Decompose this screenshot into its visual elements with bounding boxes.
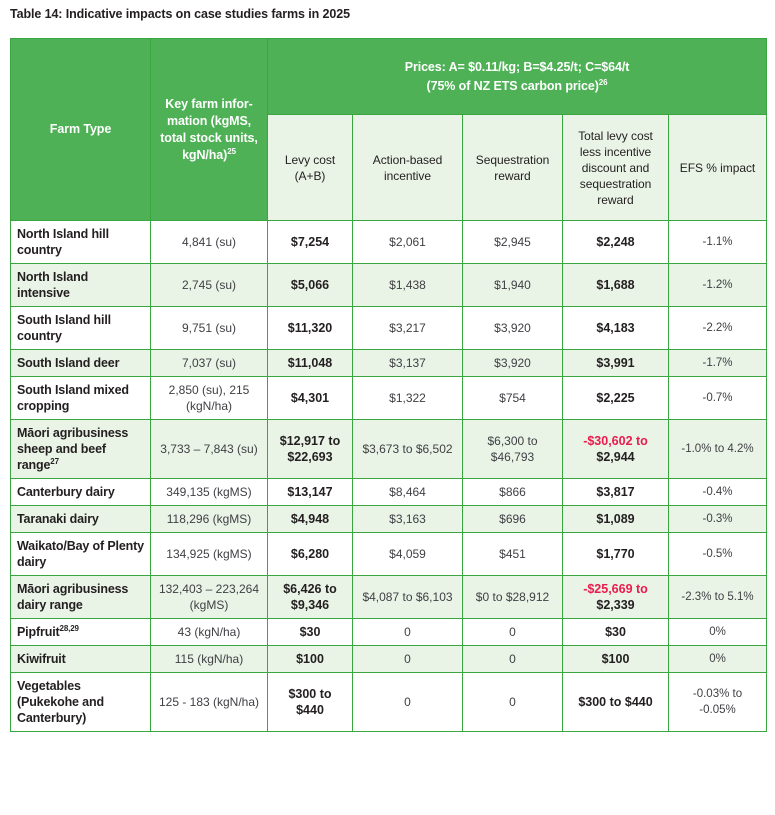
cell-farm-type-text: Māori agribusiness sheep and beef range — [17, 426, 129, 472]
cell-farm-type — [11, 264, 151, 307]
cell-levy-cost — [268, 576, 353, 619]
cell-key-farm-info-text: 115 (kgN/ha) — [174, 652, 244, 666]
cell-efs-impact-text: -2.2% — [702, 322, 733, 334]
cell-farm-type — [11, 479, 151, 506]
cell-key-farm-info-text: 118,296 (kgMS) — [166, 512, 252, 526]
cell-action-based-incentive-text: $8,464 — [389, 485, 426, 499]
cell-total-levy-net-value: $2,225 — [596, 391, 635, 405]
footnote-ref-26: 26 — [598, 77, 608, 87]
cell-total-levy-net — [563, 377, 669, 420]
cell-action-based-incentive — [353, 673, 463, 732]
cell-key-farm-info — [151, 619, 268, 646]
cell-total-levy-net — [563, 533, 669, 576]
table-row — [11, 307, 767, 350]
cell-action-based-incentive-text: 0 — [404, 652, 411, 666]
column-header-action-based-incentive: Action-based incentive — [353, 115, 463, 221]
cell-sequestration-reward — [463, 264, 563, 307]
cell-efs-impact — [669, 479, 767, 506]
column-header-efs-impact: EFS % impact — [669, 115, 767, 221]
cell-farm-type-text: Kiwifruit — [17, 652, 66, 666]
cell-sequestration-reward-text: $1,940 — [494, 278, 531, 292]
cell-farm-type — [11, 221, 151, 264]
cell-efs-impact-text: -0.5% — [702, 548, 733, 560]
cell-levy-cost-text: $13,147 — [287, 485, 333, 499]
cell-levy-cost-text: $11,320 — [287, 321, 333, 335]
cell-sequestration-reward — [463, 673, 563, 732]
cell-key-farm-info-text: 2,850 (su), 215 (kgN/ha) — [168, 383, 250, 413]
cell-sequestration-reward — [463, 619, 563, 646]
cell-key-farm-info — [151, 377, 268, 420]
cell-farm-type-text: Vegetables (Pukekohe and Canterbury) — [17, 679, 104, 725]
cell-total-levy-net — [563, 264, 669, 307]
cell-key-farm-info-text: 125 - 183 (kgN/ha) — [158, 695, 260, 709]
cell-sequestration-reward-text: $6,300 to $46,793 — [487, 434, 538, 464]
cell-efs-impact — [669, 673, 767, 732]
cell-key-farm-info-text: 43 (kgN/ha) — [177, 625, 241, 639]
cell-sequestration-reward-text: 0 — [509, 652, 516, 666]
cell-efs-impact — [669, 307, 767, 350]
cell-levy-cost — [268, 420, 353, 479]
cell-levy-cost — [268, 350, 353, 377]
cell-efs-impact — [669, 646, 767, 673]
cell-efs-impact — [669, 264, 767, 307]
cell-key-farm-info-text: 3,733 – 7,843 (su) — [160, 442, 258, 456]
column-header-farm-type-label: Farm Type — [49, 122, 112, 136]
cell-efs-impact — [669, 221, 767, 264]
cell-total-levy-net-value: $4,183 — [596, 321, 635, 335]
cell-farm-type-text: Canterbury dairy — [17, 485, 115, 499]
cell-total-levy-net — [563, 307, 669, 350]
cell-sequestration-reward-text: 0 — [509, 695, 516, 709]
column-header-total-levy-net: Total levy cost less incentive discount and sequestration reward — [563, 115, 669, 221]
cell-action-based-incentive — [353, 420, 463, 479]
cell-action-based-incentive-text: $2,061 — [389, 235, 426, 249]
cell-farm-type — [11, 619, 151, 646]
cell-efs-impact-text: -0.7% — [702, 392, 733, 404]
cell-farm-type — [11, 350, 151, 377]
header-row-1 — [11, 39, 767, 115]
cell-levy-cost — [268, 646, 353, 673]
cell-sequestration-reward-text: $866 — [499, 485, 526, 499]
cell-key-farm-info-text: 4,841 (su) — [181, 235, 237, 249]
cell-key-farm-info — [151, 264, 268, 307]
cell-farm-type-text: South Island deer — [17, 356, 120, 370]
table-row — [11, 221, 767, 264]
cell-action-based-incentive — [353, 533, 463, 576]
cell-levy-cost-text: $6,426 to $9,346 — [283, 582, 337, 612]
cell-action-based-incentive — [353, 646, 463, 673]
cell-efs-impact — [669, 420, 767, 479]
cell-action-based-incentive — [353, 350, 463, 377]
table-row — [11, 420, 767, 479]
cell-action-based-incentive-text: $3,137 — [389, 356, 426, 370]
cell-total-levy-net — [563, 646, 669, 673]
cell-levy-cost-text: $5,066 — [290, 278, 330, 292]
cell-levy-cost — [268, 264, 353, 307]
cell-levy-cost — [268, 673, 353, 732]
cell-farm-type-text: Waikato/Bay of Plenty dairy — [17, 539, 144, 569]
cell-sequestration-reward — [463, 506, 563, 533]
cell-key-farm-info-text: 349,135 (kgMS) — [166, 485, 252, 499]
column-header-prices — [268, 39, 767, 115]
cell-sequestration-reward-text: $0 to $28,912 — [475, 590, 550, 604]
table-row — [11, 646, 767, 673]
indicative-impacts-table — [10, 38, 767, 732]
cell-action-based-incentive-text: $1,438 — [389, 278, 426, 292]
cell-total-levy-net-negative: -$30,602 to — [583, 434, 648, 448]
cell-sequestration-reward — [463, 221, 563, 264]
cell-key-farm-info — [151, 646, 268, 673]
cell-total-levy-net-value: $1,688 — [596, 278, 635, 292]
cell-sequestration-reward-text: $451 — [499, 547, 526, 561]
prices-line-2: (75% of NZ ETS carbon price) — [426, 78, 599, 93]
cell-levy-cost — [268, 479, 353, 506]
cell-sequestration-reward — [463, 420, 563, 479]
cell-key-farm-info-text: 9,751 (su) — [181, 321, 237, 335]
cell-farm-type — [11, 533, 151, 576]
table-row — [11, 377, 767, 420]
cell-sequestration-reward-text: 0 — [509, 625, 516, 639]
cell-key-farm-info-text: 132,403 – 223,264 (kgMS) — [158, 582, 260, 612]
cell-total-levy-net — [563, 221, 669, 264]
cell-total-levy-net — [563, 576, 669, 619]
table-header — [11, 39, 767, 221]
cell-farm-type — [11, 307, 151, 350]
cell-levy-cost-text: $30 — [299, 625, 321, 639]
cell-levy-cost-text: $7,254 — [290, 235, 330, 249]
column-header-key-farm-info — [151, 39, 268, 221]
cell-total-levy-net-value: $3,991 — [596, 356, 635, 370]
cell-efs-impact — [669, 350, 767, 377]
cell-key-farm-info — [151, 221, 268, 264]
cell-total-levy-net-value: $3,817 — [596, 485, 635, 499]
cell-sequestration-reward — [463, 377, 563, 420]
cell-action-based-incentive — [353, 619, 463, 646]
table-row — [11, 264, 767, 307]
cell-levy-cost — [268, 506, 353, 533]
cell-efs-impact-text: -1.2% — [702, 279, 733, 291]
cell-farm-type — [11, 506, 151, 533]
table-row — [11, 673, 767, 732]
cell-efs-impact — [669, 619, 767, 646]
cell-efs-impact-text: -2.3% to 5.1% — [681, 591, 754, 603]
cell-total-levy-net-value: $100 — [601, 652, 630, 666]
cell-levy-cost-text: $300 to $440 — [288, 687, 332, 717]
cell-farm-type — [11, 576, 151, 619]
cell-farm-type — [11, 646, 151, 673]
cell-action-based-incentive-text: $3,217 — [389, 321, 426, 335]
cell-efs-impact — [669, 533, 767, 576]
cell-action-based-incentive-text: $4,059 — [389, 547, 426, 561]
cell-levy-cost-text: $100 — [296, 652, 324, 666]
cell-total-levy-net-negative: -$25,669 to — [583, 582, 648, 596]
cell-farm-type-text: Taranaki dairy — [17, 512, 99, 526]
cell-levy-cost-text: $6,280 — [290, 547, 330, 561]
column-header-farm-type — [11, 39, 151, 221]
cell-total-levy-net — [563, 420, 669, 479]
table-row — [11, 533, 767, 576]
cell-levy-cost — [268, 533, 353, 576]
cell-levy-cost-text: $4,301 — [290, 391, 330, 405]
cell-total-levy-net-value: $2,339 — [596, 598, 635, 612]
cell-action-based-incentive-text: $1,322 — [389, 391, 426, 405]
cell-action-based-incentive — [353, 307, 463, 350]
table-body — [11, 221, 767, 732]
cell-total-levy-net-value: $1,770 — [596, 547, 635, 561]
cell-action-based-incentive-text: $4,087 to $6,103 — [362, 590, 453, 604]
cell-farm-type-text: South Island mixed cropping — [17, 383, 129, 413]
cell-farm-type-text: North Island hill country — [17, 227, 109, 257]
cell-key-farm-info-text: 7,037 (su) — [181, 356, 237, 370]
cell-levy-cost — [268, 619, 353, 646]
footnote-ref: 28,29 — [59, 623, 79, 633]
cell-sequestration-reward-text: $696 — [499, 512, 526, 526]
cell-total-levy-net — [563, 673, 669, 732]
cell-total-levy-net-value: $2,944 — [596, 450, 635, 464]
cell-sequestration-reward-text: $3,920 — [494, 356, 531, 370]
cell-levy-cost — [268, 221, 353, 264]
cell-farm-type-text: Pipfruit — [17, 625, 60, 639]
cell-action-based-incentive-text: $3,673 to $6,502 — [362, 442, 453, 456]
table-row — [11, 350, 767, 377]
cell-efs-impact-text: -0.4% — [702, 486, 733, 498]
cell-levy-cost-text: $11,048 — [287, 356, 333, 370]
page-title: Table 14: Indicative impacts on case studies farms in 2025 — [10, 7, 350, 21]
cell-efs-impact-text: -0.3% — [702, 513, 733, 525]
cell-key-farm-info — [151, 533, 268, 576]
cell-farm-type-text: Māori agribusiness dairy range — [17, 582, 129, 612]
prices-line-1: Prices: A= $0.11/kg; B=$4.25/t; C=$64/t — [404, 59, 630, 74]
cell-total-levy-net-value: $300 to $440 — [578, 695, 653, 709]
cell-key-farm-info — [151, 506, 268, 533]
cell-key-farm-info — [151, 307, 268, 350]
cell-key-farm-info-text: 134,925 (kgMS) — [166, 547, 252, 561]
cell-efs-impact-text: -0.03% to -0.05% — [692, 688, 743, 716]
cell-action-based-incentive — [353, 506, 463, 533]
cell-farm-type-text: North Island intensive — [17, 270, 89, 300]
cell-action-based-incentive-text: 0 — [404, 625, 411, 639]
cell-farm-type — [11, 673, 151, 732]
cell-total-levy-net — [563, 479, 669, 506]
footnote-ref: 27 — [50, 456, 59, 466]
cell-efs-impact — [669, 576, 767, 619]
cell-total-levy-net-value: $1,089 — [596, 512, 635, 526]
table-row — [11, 479, 767, 506]
column-header-key-farm-info-label: Key farm infor-mation (kgMS, total stock units, kgN/ha) — [160, 96, 258, 162]
cell-key-farm-info-text: 2,745 (su) — [181, 278, 237, 292]
cell-efs-impact-text: 0% — [709, 653, 726, 665]
cell-efs-impact-text: -1.0% to 4.2% — [681, 443, 754, 455]
cell-action-based-incentive — [353, 479, 463, 506]
cell-key-farm-info — [151, 350, 268, 377]
cell-levy-cost — [268, 307, 353, 350]
table-row — [11, 576, 767, 619]
cell-action-based-incentive — [353, 377, 463, 420]
cell-efs-impact-text: -1.7% — [702, 357, 733, 369]
cell-efs-impact-text: 0% — [709, 626, 726, 638]
cell-efs-impact — [669, 377, 767, 420]
cell-levy-cost-text: $4,948 — [290, 512, 330, 526]
cell-key-farm-info — [151, 576, 268, 619]
cell-sequestration-reward-text: $754 — [499, 391, 526, 405]
cell-action-based-incentive — [353, 264, 463, 307]
cell-total-levy-net-value: $2,248 — [596, 235, 635, 249]
cell-sequestration-reward — [463, 350, 563, 377]
cell-sequestration-reward-text: $2,945 — [494, 235, 531, 249]
cell-sequestration-reward — [463, 479, 563, 506]
cell-key-farm-info — [151, 673, 268, 732]
table-row — [11, 619, 767, 646]
cell-farm-type — [11, 420, 151, 479]
cell-levy-cost — [268, 377, 353, 420]
cell-efs-impact — [669, 506, 767, 533]
cell-sequestration-reward-text: $3,920 — [494, 321, 531, 335]
cell-action-based-incentive-text: $3,163 — [389, 512, 426, 526]
cell-farm-type-text: South Island hill country — [17, 313, 111, 343]
cell-key-farm-info — [151, 420, 268, 479]
cell-total-levy-net — [563, 619, 669, 646]
cell-action-based-incentive — [353, 576, 463, 619]
cell-efs-impact-text: -1.1% — [702, 236, 733, 248]
cell-key-farm-info — [151, 479, 268, 506]
cell-total-levy-net — [563, 506, 669, 533]
cell-farm-type — [11, 377, 151, 420]
cell-total-levy-net-value: $30 — [605, 625, 626, 639]
table-row — [11, 506, 767, 533]
cell-sequestration-reward — [463, 576, 563, 619]
column-header-sequestration-reward: Sequestration reward — [463, 115, 563, 221]
cell-levy-cost-text: $12,917 to $22,693 — [279, 434, 341, 464]
cell-total-levy-net — [563, 350, 669, 377]
cell-sequestration-reward — [463, 307, 563, 350]
column-header-levy-cost: Levy cost (A+B) — [268, 115, 353, 221]
cell-sequestration-reward — [463, 646, 563, 673]
cell-action-based-incentive-text: 0 — [404, 695, 411, 709]
cell-action-based-incentive — [353, 221, 463, 264]
cell-sequestration-reward — [463, 533, 563, 576]
footnote-ref-25: 25 — [227, 146, 236, 156]
